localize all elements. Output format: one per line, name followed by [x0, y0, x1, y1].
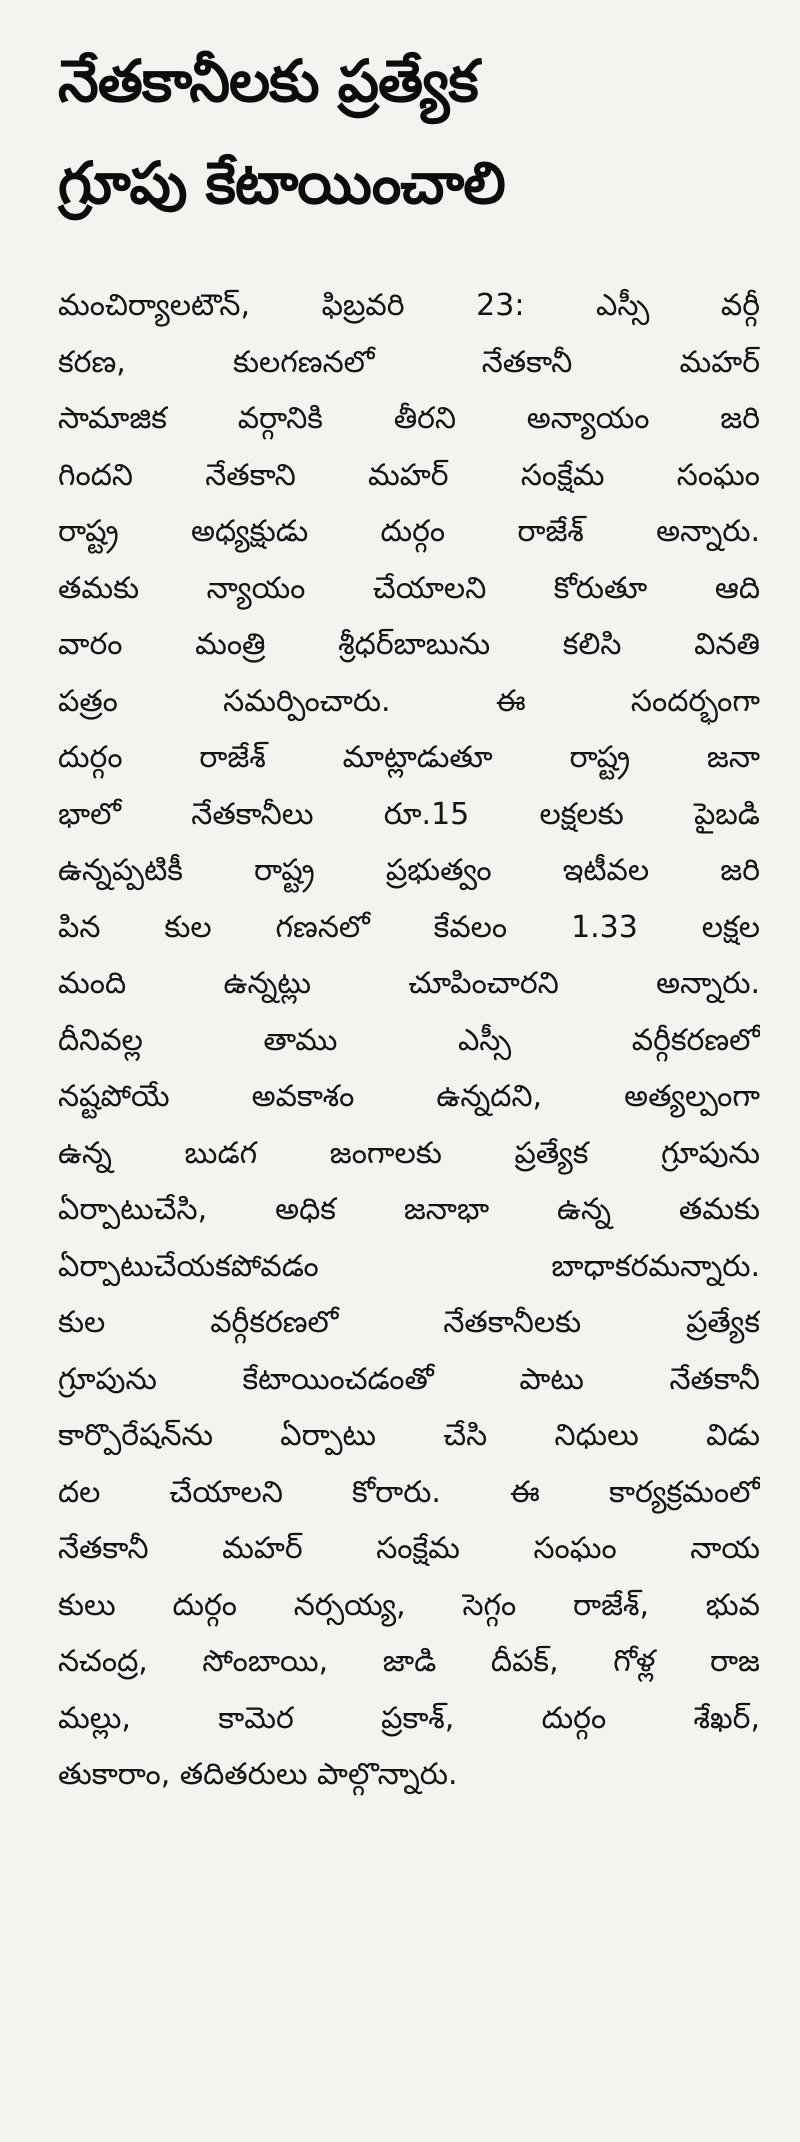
- body-line: తుకారాం, తదితరులు పాల్గొన్నారు.: [58, 1757, 458, 1792]
- body-line: ఏర్పాటుచేయకపోవడం బాధాకరమన్నారు.: [58, 1248, 760, 1284]
- body-line: మంచిర్యాలటౌన్, ఫిబ్రవరి 23: ఎస్సీ వర్గీ: [58, 288, 760, 323]
- body-line: కార్పొరేషన్‌ను ఏర్పాటు చేసి నిధులు విడు: [58, 1418, 760, 1453]
- article-headline: [58, 30, 760, 234]
- body-line: నష్టపోయే అవకాశం ఉన్నదని, అత్యల్పంగా: [58, 1079, 760, 1114]
- body-line: ఉన్న బుడగ జంగాలకు ప్రత్యేక గ్రూపును: [58, 1135, 760, 1171]
- body-line: ఉన్నప్పటికీ రాష్ట్ర ప్రభుత్వం ఇటీవల జరి: [58, 853, 760, 888]
- body-line: నచంద్ర, సోంబాయి, జాడి దీపక్, గోళ్ల రాజ: [58, 1644, 760, 1679]
- body-line: కులు దుర్గం నర్సయ్య, సెగ్గం రాజేశ్, భువ: [58, 1587, 760, 1623]
- body-line: కుల వర్గీకరణలో నేతకానీలకు ప్రత్యేక: [58, 1305, 760, 1340]
- body-line: మల్లు, కామెర ప్రకాశ్, దుర్గం శేఖర్,: [58, 1700, 760, 1736]
- body-line: పత్రం సమర్పించారు. ఈ సందర్భంగా: [58, 683, 760, 719]
- body-line: గిందని నేతకాని మహర్ సంక్షేమ సంఘం: [58, 457, 760, 493]
- headline-line-2: గ్రూపు కేటాయించాలి: [58, 149, 505, 217]
- body-line: భాలో నేతకానీలు రూ.15 లక్షలకు పైబడి: [58, 796, 760, 832]
- body-line: మంది ఉన్నట్లు చూపించారని అన్నారు.: [58, 966, 760, 1001]
- headline-line-1: నేతకానీలకు ప్రత్యేక: [58, 47, 478, 115]
- body-line: పిన కుల గణనలో కేవలం 1.33 లక్షల: [58, 909, 760, 945]
- next-article-headline-cropped: [58, 2082, 760, 2142]
- body-line: దుర్గం రాజేశ్ మాట్లాడుతూ రాష్ట్ర జనా: [58, 740, 760, 775]
- body-line: సామాజిక వర్గానికి తీరని అన్యాయం జరి: [58, 401, 760, 436]
- body-line: రాష్ట్ర అధ్యక్షుడు దుర్గం రాజేశ్ అన్నారు.: [58, 514, 760, 549]
- body-line: ఏర్పాటుచేసి, అధిక జనాభా ఉన్న తమకు: [58, 1192, 760, 1227]
- body-line: తమకు న్యాయం చేయాలని కోరుతూ ఆది: [58, 570, 760, 606]
- body-line: వారం మంత్రి శ్రీధర్‌బాబును కలిసి వినతి: [58, 627, 760, 662]
- body-line: దల చేయాలని కోరారు. ఈ కార్యక్రమంలో: [58, 1474, 760, 1510]
- body-line: కరణ, కులగణనలో నేతకానీ మహర్: [58, 344, 760, 380]
- body-line: నేతకానీ మహర్ సంక్షేమ సంఘం నాయ: [58, 1531, 760, 1566]
- body-line: గ్రూపును కేటాయించడంతో పాటు నేతకానీ: [58, 1361, 760, 1397]
- body-line: దీనివల్ల తాము ఎస్సీ వర్గీకరణలో: [58, 1022, 760, 1058]
- article-body: [58, 278, 760, 1804]
- news-article: [58, 30, 760, 1804]
